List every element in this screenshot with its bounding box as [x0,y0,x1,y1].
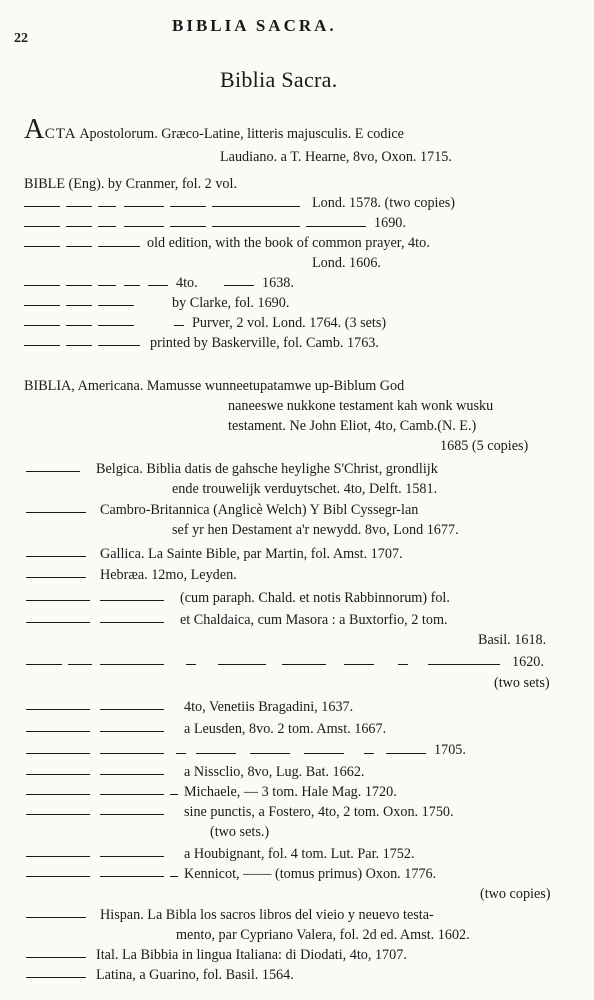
hebraea-row-6: 1705. [434,742,466,758]
biblia-belgica-2: ende trouwelijk verduytschet. 4to, Delft. 1581. [172,481,438,497]
biblia-hispan-1: Hispan. La Bibla los sacros libros del vieio y neuevo testa- [100,907,434,923]
ditto-rule [344,664,374,665]
ditto-rule [176,753,186,754]
ditto-rule [26,512,86,513]
hebraea-row-9b: (two sets.) [210,824,270,840]
ditto-rule [100,753,164,754]
drop-initial: A [24,114,45,145]
acta-line-2: Laudiano. a T. Hearne, 8vo, Oxon. 1715. [220,149,452,165]
biblia-gallica: Gallica. La Sainte Bible, par Martin, fol. Amst. 1707. [100,546,403,562]
ditto-rule [98,305,134,306]
ditto-rule [98,246,140,247]
bible-heading: BIBLE (Eng). by Cranmer, fol. 2 vol. [24,176,237,192]
ditto-rule [26,876,90,877]
ditto-rule [100,814,164,815]
ditto-rule [224,285,254,286]
ditto-rule [174,325,184,326]
ditto-rule [68,664,92,665]
ditto-rule [24,285,60,286]
ditto-rule [66,206,92,207]
ditto-rule [100,664,164,665]
biblia-americana-2: naneeswe nukkone testament kah wonk wusku [228,398,494,414]
hebraea-row-3b: (two sets) [494,675,550,691]
bible-row-3b: Lond. 1606. [312,255,381,271]
ditto-rule [26,917,86,918]
ditto-rule [250,753,290,754]
ditto-rule [26,600,90,601]
ditto-rule [282,664,326,665]
bible-row-4b: 1638. [262,275,294,291]
acta-small-caps: CTA [44,126,77,142]
ditto-rule [170,206,206,207]
ditto-rule [170,226,206,227]
ditto-rule [24,206,60,207]
ditto-rule [100,774,164,775]
ditto-rule [100,876,164,877]
ditto-rule [26,814,90,815]
section-title: Biblia Sacra. [220,67,338,92]
biblia-latina: Latina, a Guarino, fol. Basil. 1564. [96,967,294,983]
ditto-rule [98,285,116,286]
ditto-rule [306,226,366,227]
hebraea-row-7: a Nissclio, 8vo, Lug. Bat. 1662. [184,764,365,780]
ditto-rule [26,957,86,958]
biblia-americana-3: testament. Ne John Eliot, 4to, Camb.(N. E.) [228,418,477,434]
ditto-rule [26,794,90,795]
ditto-rule [26,709,90,710]
hebraea-row-11b: (two copies) [480,886,551,902]
hebraea-row-5: a Leusden, 8vo. 2 tom. Amst. 1667. [184,721,387,737]
hebraea-row-3: 1620. [512,654,544,670]
ditto-rule [148,285,168,286]
ditto-rule [66,246,92,247]
ditto-rule [100,709,164,710]
biblia-cambro-2: sef yr hen Destament a'r newydd. 8vo, Lond 1677. [172,522,459,538]
ditto-rule [24,345,60,346]
ditto-rule [170,876,178,877]
bible-row-2: 1690. [374,215,406,231]
ditto-rule [26,471,80,472]
ditto-rule [26,731,90,732]
acta-line-1: Apostolorum. Græco-Latine, litteris majusculis. E codice [79,126,404,142]
ditto-rule [98,325,134,326]
bible-row-1: Lond. 1578. (two copies) [312,195,456,211]
ditto-rule [66,345,92,346]
ditto-rule [398,664,408,665]
ditto-rule [170,794,178,795]
bible-row-5: by Clarke, fol. 1690. [172,295,290,311]
hebraea-row-9a: sine punctis, a Fostero, 4to, 2 tom. Oxon. 1750. [184,804,454,820]
ditto-rule [124,285,140,286]
ditto-rule [98,206,116,207]
ditto-rule [218,664,266,665]
ditto-rule [212,206,300,207]
ditto-rule [66,285,92,286]
biblia-hispan-2: mento, par Cypriano Valera, fol. 2d ed. Amst. 1602. [176,927,470,943]
bible-row-3a: old edition, with the book of common prayer, 4to. [147,235,430,251]
ditto-rule [26,977,86,978]
ditto-rule [124,206,164,207]
ditto-rule [66,226,92,227]
ditto-rule [212,226,300,227]
ditto-rule [26,622,90,623]
biblia-americana-4: 1685 (5 copies) [440,438,529,454]
ditto-rule [66,305,92,306]
biblia-hebraea: Hebræa. 12mo, Leyden. [100,567,237,583]
hebraea-row-8: Michaele, — 3 tom. Hale Mag. 1720. [184,784,397,800]
bible-row-4a: 4to. [176,275,198,291]
ditto-rule [100,856,164,857]
ditto-rule [124,226,164,227]
biblia-americana-1: BIBLIA, Americana. Mamusse wunneetupatamwe up-Biblum God [24,378,405,394]
ditto-rule [24,325,60,326]
biblia-cambro-1: Cambro-Britannica (Anglicè Welch) Y Bibl Cyssegr-lan [100,502,419,518]
ditto-rule [196,753,236,754]
hebraea-row-4: 4to, Venetiis Bragadini, 1637. [184,699,354,715]
ditto-rule [24,246,60,247]
ditto-rule [26,664,62,665]
hebraea-row-2a: et Chaldaica, cum Masora : a Buxtorfio, 2 tom. [180,612,448,628]
hebraea-row-2b: Basil. 1618. [478,632,547,648]
ditto-rule [26,774,90,775]
ditto-rule [100,731,164,732]
hebraea-row-11: Kennicot, —— (tomus primus) Oxon. 1776. [184,866,437,882]
hebraea-row-10: a Houbignant, fol. 4 tom. Lut. Par. 1752. [184,846,415,862]
ditto-rule [100,622,164,623]
ditto-rule [428,664,500,665]
ditto-rule [386,753,426,754]
ditto-rule [26,577,86,578]
page-number: 22 [14,31,28,46]
ditto-rule [186,664,196,665]
ditto-rule [364,753,374,754]
hebraea-row-1: (cum paraph. Chald. et notis Rabbinnorum) fol. [180,590,450,606]
running-head: BIBLIA SACRA. [172,16,337,35]
ditto-rule [304,753,344,754]
ditto-rule [26,856,90,857]
bible-row-7: printed by Baskerville, fol. Camb. 1763. [150,335,379,351]
ditto-rule [26,556,86,557]
biblia-belgica-1: Belgica. Biblia datis de gahsche heylighe S'Christ, grondlijk [96,461,438,477]
ditto-rule [24,226,60,227]
bible-row-6: Purver, 2 vol. Lond. 1764. (3 sets) [192,315,387,331]
ditto-rule [24,305,60,306]
ditto-rule [26,753,90,754]
biblia-ital: Ital. La Bibbia in lingua Italiana: di Diodati, 4to, 1707. [96,947,407,963]
ditto-rule [100,794,164,795]
ditto-rule [98,226,116,227]
ditto-rule [66,325,92,326]
ditto-rule [100,600,164,601]
ditto-rule [98,345,140,346]
